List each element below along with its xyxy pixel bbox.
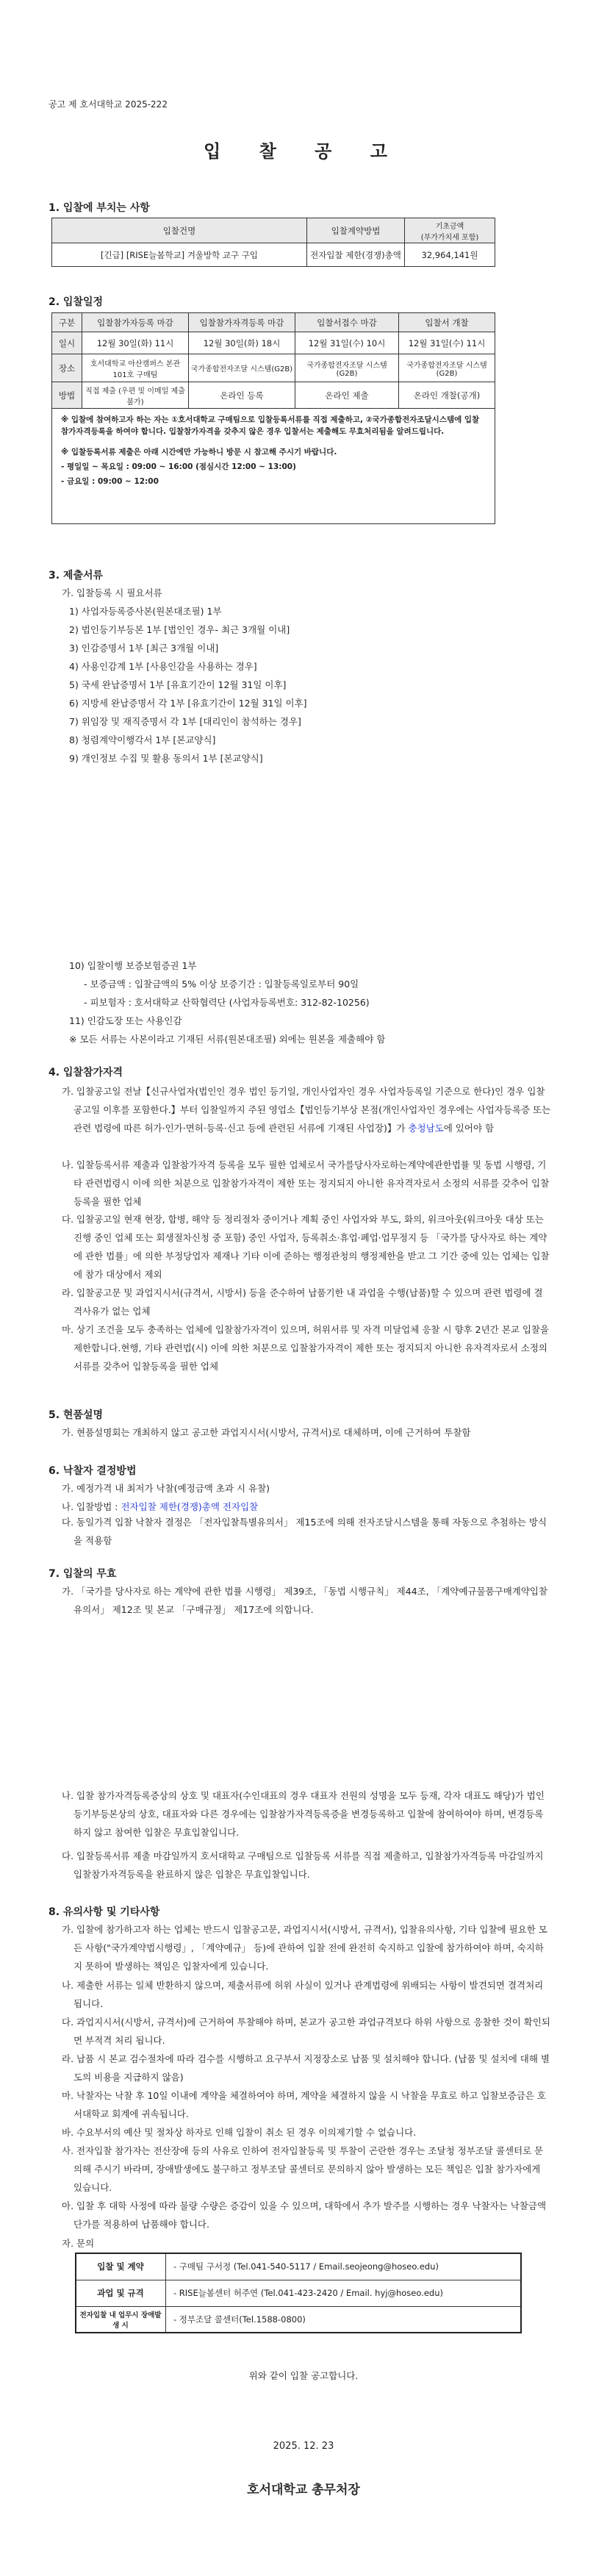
header-contract-method: 입찰계약방법 xyxy=(307,218,405,243)
site-briefing-a: 가. 현품설명회는 개최하지 않고 공고한 과업지시서(시방서, 규격서)로 대체하며, 이에 근거하여 투찰함 xyxy=(62,1427,471,1438)
row-label-time: 일시 xyxy=(52,332,82,354)
region-highlight: 충청남도 xyxy=(408,1123,444,1134)
doc-item-1: 1) 사업자등록증사본(원본대조필) 1부 xyxy=(69,606,222,617)
registration-time: 12월 30일(화) 11시 xyxy=(82,332,189,354)
section-1-heading: 1. 입찰에 부치는 사항 xyxy=(49,202,150,214)
award-method-b xyxy=(62,1500,258,1513)
qualification-c: 다. 입찰공고일 현재 현장, 합병, 해약 등 정리절차 중이거나 계획 중인 사업자와 부도, 화의, 워크아웃(워크아웃 대상 또는 진행 중인 업체 또는 회생절차신청 중 포함) 중인 사업자, 등록취소·휴업·폐업·업무정지 등 「국가를 당사자로 하는 계약에 관한 법률」에 의한 부정당업자 제재나 기타 이에 준하는 행정관청의 행정제한을 받고 그 기간 중에 있는 업체는 입찰에 참가 대상에서 제외 xyxy=(62,1214,550,1280)
item-name: [긴급] [RISE늘봄학교] 겨울방학 교구 구입 xyxy=(52,243,307,267)
invalid-bid-c: 다. 입찰등록서류 제출 마감일까지 호서대학교 구매팀으로 입찰등록 서류를 직접 제출하고, 입찰참가자격등록 마감일까지 입찰참가자격등록을 완료하지 않은 입찰은 무효입찰입니다. xyxy=(62,1850,544,1880)
section-8-heading: 8. 유의사항 및 기타사항 xyxy=(49,1906,160,1918)
award-method-c: 다. 동일가격 입찰 낙찰자 결정은 「전자입찰특별유의서」 제15조에 의해 전자조달시스템을 통해 자동으로 추첨하는 방식을 적용함 xyxy=(62,1517,547,1546)
qualification-a-text: 가. 입찰공고일 전날【신규사업자(법인인 경우 법인 등기일, 개인사업자인 경우 사업자등록일 기준으로 한다)인 경우 입찰공고일 이후를 포함한다.】부터 입찰일까지 주된 영업소【법인등기부상 본점(개인사업자인 경우에는 사업자등록증 또는 관련 법령에 따른 허가·인가·면허·등록·신고 등에 관련된 서류에 기재된 사업장)】가 xyxy=(62,1086,551,1134)
doc-item-10-amount: - 보증금액 : 입찰금액의 5% 이상 보증기간 : 입찰등록일로부터 90일 xyxy=(84,978,359,990)
section-2-heading: 2. 입찰일정 xyxy=(49,296,104,308)
notice-item-b: 나. 제출한 서류는 일체 반환하지 않으며, 제출서류에 허위 사실이 있거나 관계법령에 위배되는 사항이 발견되면 결격처리 됩니다. xyxy=(62,1980,544,2009)
contract-method: 전자입찰 제한(경쟁)총액 xyxy=(307,243,405,267)
notice-item-d: 라. 납품 시 본교 검수절차에 따라 검수를 시행하고 요구부서 지정장소로 납품 및 설치해야 합니다. (납품 및 설치에 대해 별도의 비용을 지급하지 않음) xyxy=(62,2053,550,2083)
header-qualification-deadline: 입찰참가자격등록 마감 xyxy=(189,313,295,332)
contact-value-helpdesk: - 정부조달 콜센터(Tel.1588-0800) xyxy=(166,2306,522,2333)
contact-value-contract: - 구매팀 구서정 (Tel.041-540-5117 / Email.seojeong@hoseo.edu) xyxy=(166,2253,522,2280)
schedule-table xyxy=(51,312,495,409)
closing-statement: 위와 같이 입찰 공고합니다. xyxy=(248,2370,359,2381)
page-title: 입 찰 공 고 xyxy=(204,141,403,162)
notice-item-g: 사. 전자입찰 참가자는 전산장애 등의 사유로 인하여 전자입찰등록 및 투찰이 곤란한 경우는 조달청 정부조달 콜센터로 문의해 주시기 바라며, 장애발생에도 불구하고 정부조달 콜센터로 문의하지 않아 발생하는 모든 책임은 입찰 참가자에게 있습니다. xyxy=(62,2145,544,2193)
section-3-sub-a: 가. 입찰등록 시 필요서류 xyxy=(62,587,162,598)
qualification-d: 라. 입찰공고문 및 과업지시서(규격서, 시방서) 등을 준수하여 납품기한 내 과업을 수행(납품)할 수 있으며 관련 법령에 결격사유가 없는 업체 xyxy=(62,1287,543,1317)
doc-note: ※ 모든 서류는 사본이라고 기재된 서류(원본대조필) 외에는 원본을 제출해야 함 xyxy=(69,1034,386,1045)
header-submission-deadline: 입찰서접수 마감 xyxy=(295,313,399,332)
contact-label-contract: 입찰 및 계약 xyxy=(76,2253,166,2280)
section-5-heading: 5. 현품설명 xyxy=(49,1409,104,1421)
doc-item-8: 8) 청렴계약이행각서 1부 [본교양식] xyxy=(69,734,216,745)
qualification-time: 12월 30일(화) 18시 xyxy=(189,332,295,354)
notice-item-a: 가. 입찰에 참가하고자 하는 업체는 반드시 입찰공고문, 과업지시서(시방서, 규격서), 입찰유의사항, 기타 입찰에 필요한 모든 사항("국가계약법시행령」, 「계약예규」 등)에 관하여 입찰 전에 완전히 숙지하고 입찰에 참가하여야 하며, 숙지하지 못하여 발생하는 책임은 입찰자에게 있습니다. xyxy=(62,1924,547,1972)
doc-item-10-insured: - 피보험자 : 호서대학교 산학협력단 (사업자등록번호: 312-82-10256) xyxy=(84,997,370,1008)
invalid-bid-b: 나. 입찰 참가자격등록증상의 상호 및 대표자(수인대표의 경우 대표자 전원의 성명을 모두 등재, 각자 대표도 해당)가 법인등기부등본상의 상호, 대표자와 다른 경우에는 입찰참가자격등록증을 변경등록하고 입찰에 참여하여야 하며, 변경등록하지 않고 참여한 입찰은 무효입찰입니다. xyxy=(62,1790,545,1838)
notice-item-h: 아. 입찰 후 대학 사정에 따라 물량 수량은 증감이 있을 수 있으며, 대학에서 추가 발주를 시행하는 경우 낙찰자는 낙찰금액단가를 적용하여 납품해야 합니다. xyxy=(62,2200,547,2230)
submission-time: 12월 31일(수) 10시 xyxy=(295,332,399,354)
header-registration-deadline: 입찰참가자등록 마감 xyxy=(82,313,189,332)
doc-item-6: 6) 지방세 완납증명서 각 1부 [유효기간이 12월 31일 이후] xyxy=(69,698,307,709)
header-base-amount: 기초금액 (부가가치세 포함) xyxy=(405,218,495,243)
section-4-heading: 4. 입찰참가자격 xyxy=(49,1067,123,1078)
doc-item-10: 10) 입찰이행 보증보험증권 1부 xyxy=(69,960,197,971)
qualification-method: 온라인 등록 xyxy=(189,382,295,409)
submission-place: 국가종합전자조달 시스템(G2B) xyxy=(295,354,399,382)
registration-place: 호서대학교 아산캠퍼스 본관 101호 구매팀 xyxy=(82,354,189,382)
qualification-a xyxy=(62,1082,551,1137)
schedule-notes xyxy=(51,408,495,524)
doc-item-3: 3) 인감증명서 1부 [최근 3개월 이내] xyxy=(69,643,219,654)
contact-heading: 자. 문의 xyxy=(62,2238,95,2249)
doc-item-9: 9) 개인정보 수집 및 활용 동의서 1부 [본교양식] xyxy=(69,753,263,764)
award-method-a: 가. 예정가격 내 최저가 낙찰(예정금액 초과 시 유찰) xyxy=(62,1483,270,1494)
doc-item-11: 11) 인감도장 또는 사용인감 xyxy=(69,1015,182,1026)
invalid-bid-a: 가. 「국가를 당사자로 하는 계약에 관한 법률 시행령」 제39조, 「동법 시행규칙」 제44조, 「계약예규물품구매계약입찰유의서」 제12조 및 본교 「구매규정」 제17조에 의합니다. xyxy=(62,1586,548,1615)
opening-time: 12월 31일(수) 11시 xyxy=(399,332,495,354)
contact-table xyxy=(75,2253,522,2333)
qualification-b: 나. 입찰등록서류 제출과 입찰참가자격 등록을 모두 필한 업체로서 국가를당사자로하는계약에관한법률 및 동법 시행령, 기타 관련법령시 이에 의한 처분으로 입찰참가자격이 제한 또는 정지되지 아니한 유자격자로서 소정의 서류를 갖추어 입찰등록을 필한 업체 xyxy=(62,1159,550,1207)
contact-value-spec: - RISE늘봄센터 허주연 (Tel.041-423-2420 / Email. hyj@hoseo.edu) xyxy=(166,2280,522,2306)
office-hours-weekday: - 평일일 ~ 목요일 : 09:00 ~ 16:00 (점심시간 12:00 ~ 13:00) xyxy=(61,462,296,471)
row-label-place: 장소 xyxy=(52,354,82,382)
office-hours-friday: - 금요일 : 09:00 ~ 12:00 xyxy=(61,477,159,486)
bid-item-table xyxy=(51,218,495,267)
header-item-name: 입찰건명 xyxy=(52,218,307,243)
notice-item-e: 마. 낙찰자는 낙찰 후 10일 이내에 계약을 체결하여야 하며, 계약을 체결하지 않을 시 낙찰을 무효로 하고 입찰보증금은 호서대학교 회계에 귀속됩니다. xyxy=(62,2090,546,2119)
notice-item-c: 다. 과업지시서(시방서, 규격서)에 근거하여 투찰해야 하며, 본교가 공고한 과업규격보다 하위 사항으로 응찰한 것이 확인되면 부적격 처리 됩니다. xyxy=(62,2017,551,2046)
schedule-note-2: ※ 입찰등록서류 제출은 아래 시간에만 가능하니 방문 시 참고해 주시기 바랍니다. xyxy=(61,448,337,457)
contact-label-spec: 과업 및 규격 xyxy=(76,2280,166,2306)
row-label-method: 방법 xyxy=(52,382,82,409)
section-6-heading: 6. 낙찰자 결정방법 xyxy=(49,1465,137,1477)
doc-item-4: 4) 사용인감계 1부 [사용인감을 사용하는 경우] xyxy=(69,661,257,672)
schedule-note-1: ※ 입찰에 참여하고자 하는 자는 ①호서대학교 구매팀으로 입찰등록서류를 직접 제출하고, ②국가종합전자조달시스템에 입찰참가자격등록을 하여야 합니다. 입찰참가자격을 갖추지 않은 경우 입찰서는 제출해도 무효처리됨을 알려드립니다. xyxy=(61,415,480,436)
qualification-a-end: 에 있어야 함 xyxy=(443,1123,495,1134)
doc-item-7: 7) 위임장 및 재직증명서 각 1부 [대리인이 참석하는 경우] xyxy=(69,716,301,727)
opening-method: 온라인 개찰(공개) xyxy=(399,382,495,409)
registration-method: 직접 제출 (우편 및 이메일 제출 불가) xyxy=(82,382,189,409)
doc-item-2: 2) 법인등기부등본 1부 [법인인 경우- 최근 3개월 이내] xyxy=(69,624,290,635)
section-7-heading: 7. 입찰의 무효 xyxy=(49,1568,117,1580)
base-amount: 32,964,141원 xyxy=(405,243,495,267)
section-3-heading: 3. 제출서류 xyxy=(49,570,104,582)
award-method-b-label: 나. 입찰방법 : xyxy=(62,1501,121,1512)
doc-number: 공고 제 호서대학교 2025-222 xyxy=(49,99,168,110)
qualification-place: 국가종합전자조달 시스템(G2B) xyxy=(189,354,295,382)
doc-item-5: 5) 국세 완납증명서 1부 [유효기간이 12월 31일 이후] xyxy=(69,679,287,690)
contact-label-helpdesk: 전자입찰 내 업무시 장애발생 시 xyxy=(76,2306,166,2333)
header-category: 구분 xyxy=(52,313,82,332)
notice-item-f: 바. 수요부서의 예산 및 절차상 하자로 인해 입찰이 취소 된 경우 이의제기할 수 없습니다. xyxy=(62,2127,417,2138)
submission-method: 온라인 제출 xyxy=(295,382,399,409)
bid-method-highlight: 전자입찰 제한(경쟁)총액 전자입찰 xyxy=(121,1501,259,1512)
header-opening: 입찰서 개찰 xyxy=(399,313,495,332)
qualification-e: 마. 상기 조건을 모두 충족하는 업체에 입찰참가자격이 있으며, 허위서류 및 자격 미달업체 응찰 시 향후 2년간 본교 입찰을 제한합니다.현행, 기타 관련법(시) 이에 의한 처분으로 입찰참가자격이 제한 또는 정지되지 아니한 유자격자로서 소정의 서류를 갖추어 입찰등록을 필한 업체 xyxy=(62,1324,550,1372)
opening-place: 국가종합전자조달 시스템(G2B) xyxy=(399,354,495,382)
issuer-name: 호서대학교 총무처장 xyxy=(247,2483,360,2497)
notice-date: 2025. 12. 23 xyxy=(273,2441,334,2452)
